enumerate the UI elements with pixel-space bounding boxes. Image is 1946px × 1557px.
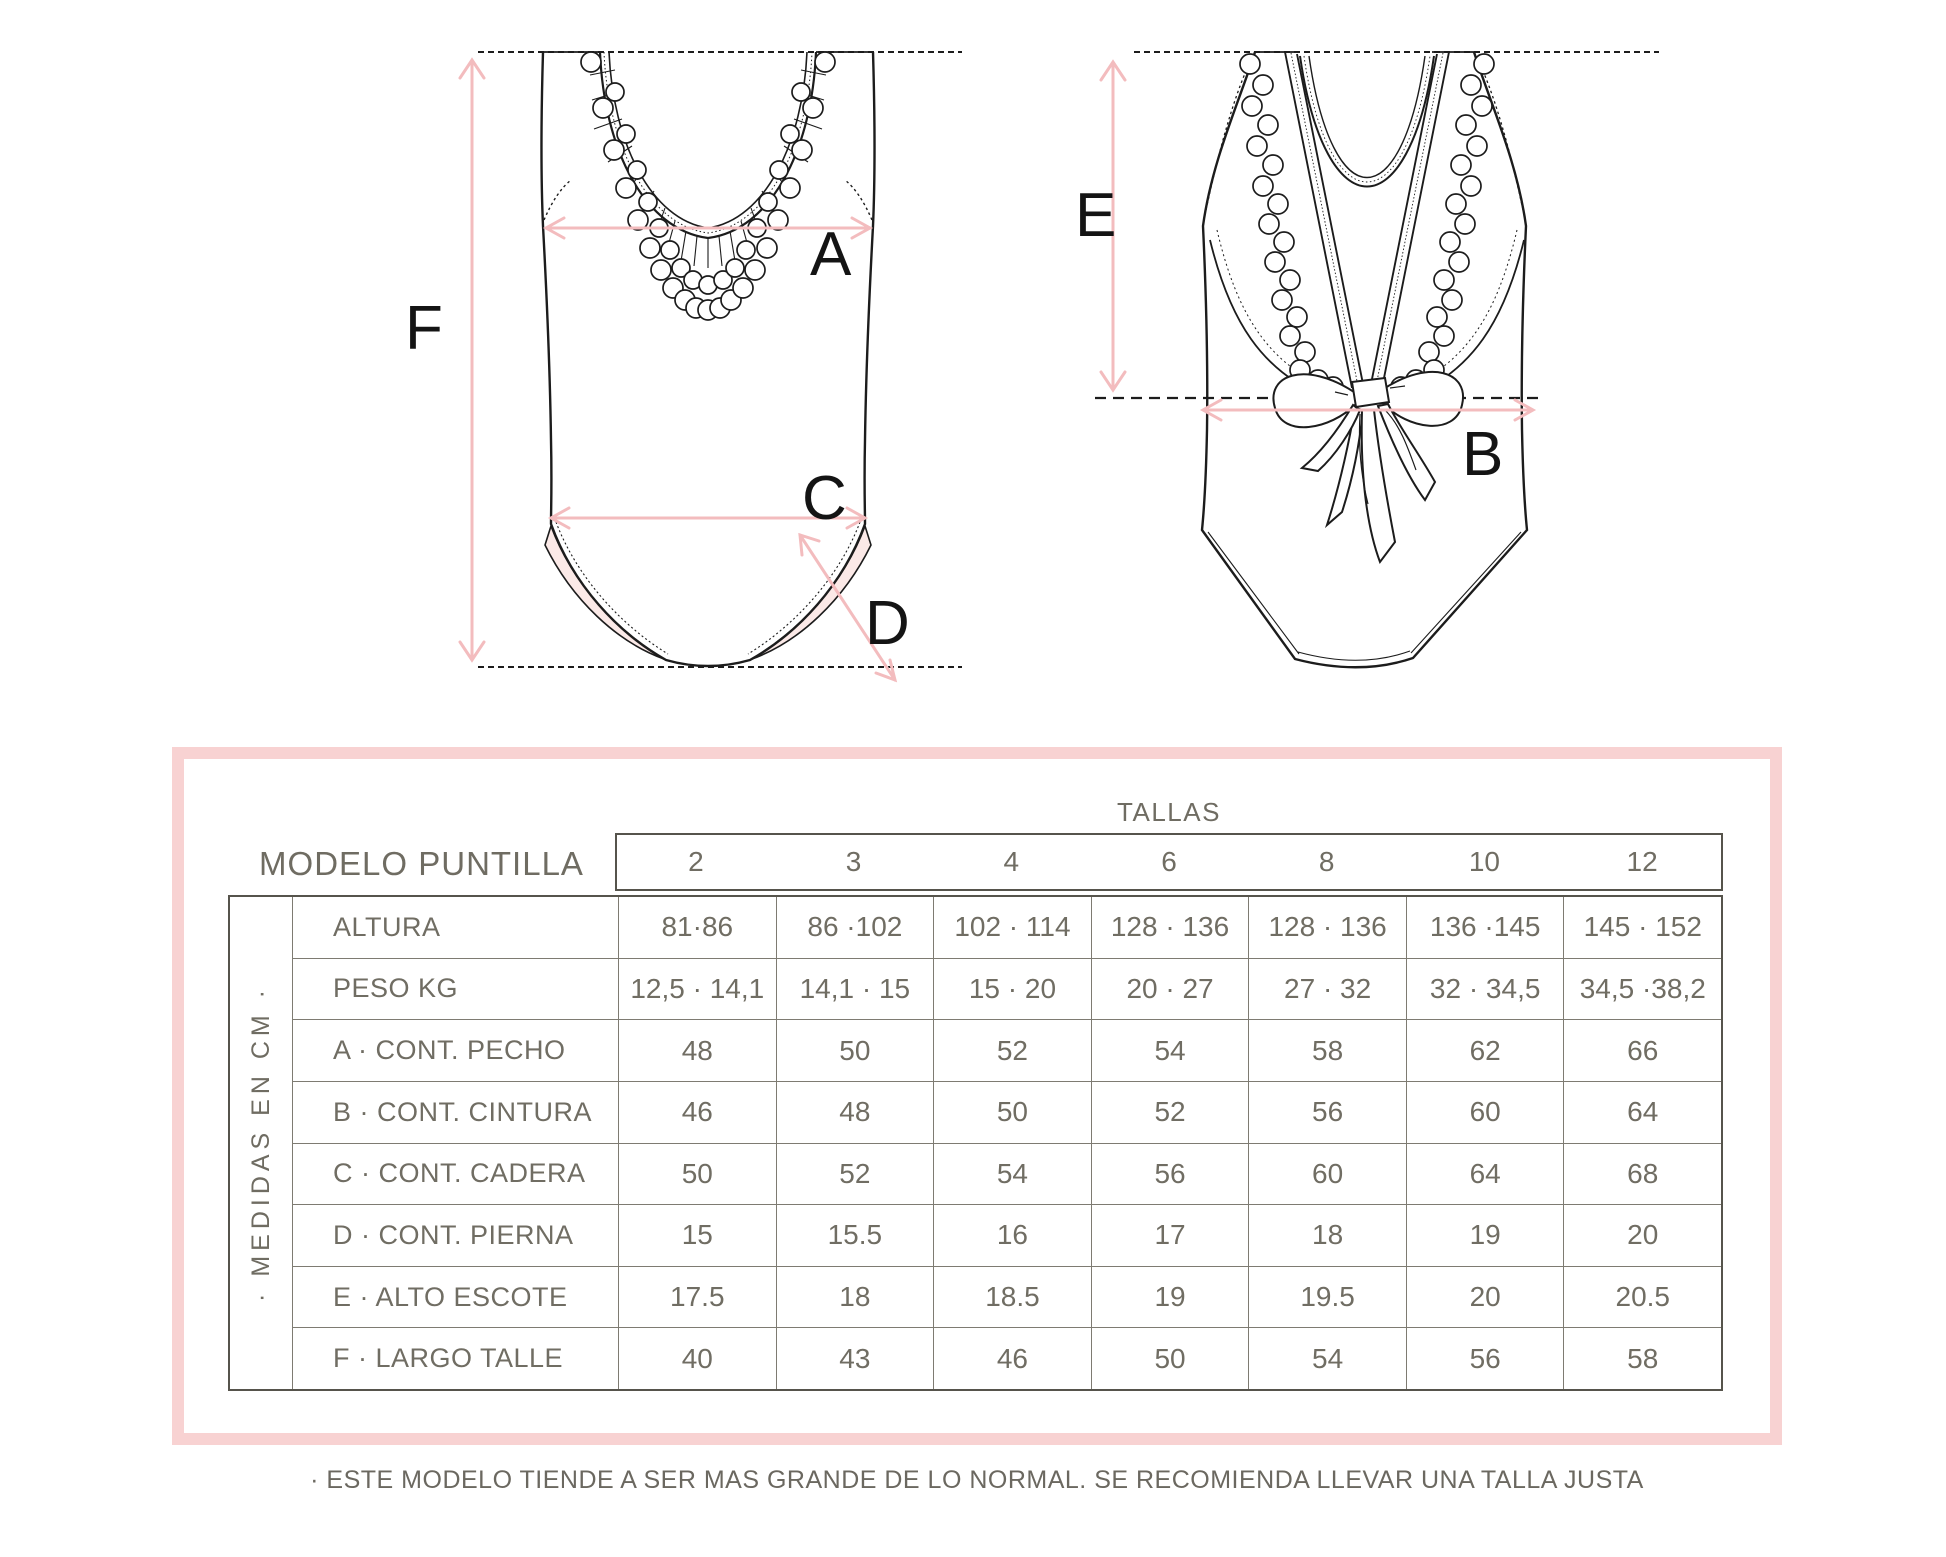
dim-label-D: D: [865, 589, 910, 658]
cell-value: 86 ·102: [776, 897, 934, 958]
size-col: 6: [1161, 846, 1177, 877]
row-label: A · CONT. PECHO: [333, 1035, 566, 1066]
cell-value: 16: [933, 1205, 1091, 1266]
cell-value: 52: [776, 1144, 934, 1205]
cell-value: 27 · 32: [1248, 959, 1406, 1020]
dim-label-B: B: [1462, 420, 1504, 489]
cell-value: 48: [618, 1020, 776, 1081]
cell-value: 17.5: [618, 1267, 776, 1328]
cell-value: 15 · 20: [933, 959, 1091, 1020]
cell-value: 54: [933, 1144, 1091, 1205]
bow: [1273, 372, 1463, 562]
dim-label-E: E: [1075, 181, 1117, 250]
table-row: [293, 1081, 1721, 1143]
cell-value: 128 · 136: [1091, 897, 1249, 958]
cell-value: 56: [1091, 1144, 1249, 1205]
fit-advice-note: · ESTE MODELO TIENDE A SER MAS GRANDE DE LO NORMAL. SE RECOMIENDA LLEVAR UNA TALLA JUSTA: [310, 1466, 1644, 1494]
size-col: 3: [845, 846, 862, 877]
row-label: ALTURA: [333, 911, 441, 942]
cell-value: 20.5: [1563, 1267, 1721, 1328]
size-col: 12: [1626, 846, 1658, 877]
back-swimsuit-sketch: [1090, 30, 1690, 710]
row-label: PESO KG: [333, 973, 459, 1004]
cell-value: 34,5 ·38,2: [1563, 959, 1721, 1020]
cell-value: 18: [776, 1267, 934, 1328]
cell-value: 52: [933, 1020, 1091, 1081]
cell-value: 64: [1406, 1144, 1564, 1205]
cell-value: 18: [1248, 1205, 1406, 1266]
leg-lining: [545, 526, 871, 659]
neckline-fringe: [590, 70, 826, 268]
cell-value: 15.5: [776, 1205, 934, 1266]
cell-value: 54: [1091, 1020, 1249, 1081]
row-label: D · CONT. PIERNA: [333, 1219, 574, 1250]
cell-value: 19.5: [1248, 1267, 1406, 1328]
cell-value: 32 · 34,5: [1406, 959, 1564, 1020]
cell-value: 58: [1248, 1020, 1406, 1081]
cell-value: 48: [776, 1082, 934, 1143]
cell-value: 128 · 136: [1248, 897, 1406, 958]
cell-value: 43: [776, 1328, 934, 1389]
cell-value: 50: [618, 1144, 776, 1205]
medidas-en-cm-label: · MEDIDAS EN CM ·: [246, 984, 275, 1302]
cell-value: 64: [1563, 1082, 1721, 1143]
size-col: 10: [1468, 846, 1500, 877]
pompom-trim: [581, 52, 835, 320]
table-row: [293, 1143, 1721, 1205]
tallas-header: TALLAS: [1117, 797, 1221, 827]
size-col: 4: [1003, 846, 1020, 877]
pompom-garlands: [1240, 54, 1494, 397]
cell-value: 19: [1406, 1205, 1564, 1266]
cell-value: 50: [1091, 1328, 1249, 1389]
table-row: [293, 1327, 1721, 1389]
cell-value: 102 · 114: [933, 897, 1091, 958]
cell-value: 14,1 · 15: [776, 959, 934, 1020]
arrow-F: [460, 60, 484, 660]
table-row: [293, 1019, 1721, 1081]
front-dimension-arrows: [460, 60, 895, 680]
row-label: F · LARGO TALLE: [333, 1343, 564, 1374]
cell-value: 145 · 152: [1563, 897, 1721, 958]
cell-value: 19: [1091, 1267, 1249, 1328]
cell-value: 62: [1406, 1020, 1564, 1081]
cell-value: 20: [1406, 1267, 1564, 1328]
cell-value: 20: [1563, 1205, 1721, 1266]
cell-value: 68: [1563, 1144, 1721, 1205]
cell-value: 58: [1563, 1328, 1721, 1389]
cell-value: 17: [1091, 1205, 1249, 1266]
size-col: 8: [1318, 846, 1335, 877]
model-name: MODELO PUNTILLA: [259, 845, 584, 882]
row-label: C · CONT. CADERA: [333, 1158, 586, 1189]
table-row: [293, 1204, 1721, 1266]
sizes-header-row: [615, 833, 1723, 891]
row-label: B · CONT. CINTURA: [333, 1096, 593, 1127]
cell-value: 12,5 · 14,1: [618, 959, 776, 1020]
measurements-table: [228, 895, 1723, 1391]
size-col: 2: [688, 846, 704, 877]
cell-value: 46: [618, 1082, 776, 1143]
cell-value: 56: [1248, 1082, 1406, 1143]
side-label-cell: [230, 897, 293, 1389]
cell-value: 20 · 27: [1091, 959, 1249, 1020]
table-rows: [293, 897, 1721, 1389]
dim-label-A: A: [810, 220, 852, 289]
row-label: E · ALTO ESCOTE: [333, 1281, 568, 1312]
cell-value: 56: [1406, 1328, 1564, 1389]
cell-value: 46: [933, 1328, 1091, 1389]
cell-value: 54: [1248, 1328, 1406, 1389]
cell-value: 60: [1248, 1144, 1406, 1205]
cell-value: 136 ·145: [1406, 897, 1564, 958]
dim-label-F: F: [405, 294, 443, 363]
cell-value: 50: [933, 1082, 1091, 1143]
cell-value: 50: [776, 1020, 934, 1081]
cell-value: 40: [618, 1328, 776, 1389]
cell-value: 15: [618, 1205, 776, 1266]
table-row: [293, 1266, 1721, 1328]
table-row: [293, 958, 1721, 1020]
neckline-band: [600, 52, 816, 238]
cell-value: 81·86: [618, 897, 776, 958]
dim-label-C: C: [802, 464, 847, 533]
table-row: [293, 897, 1721, 958]
cell-value: 18.5: [933, 1267, 1091, 1328]
back-opening-panels: [1210, 230, 1524, 396]
cell-value: 66: [1563, 1020, 1721, 1081]
cell-value: 52: [1091, 1082, 1249, 1143]
cell-value: 60: [1406, 1082, 1564, 1143]
